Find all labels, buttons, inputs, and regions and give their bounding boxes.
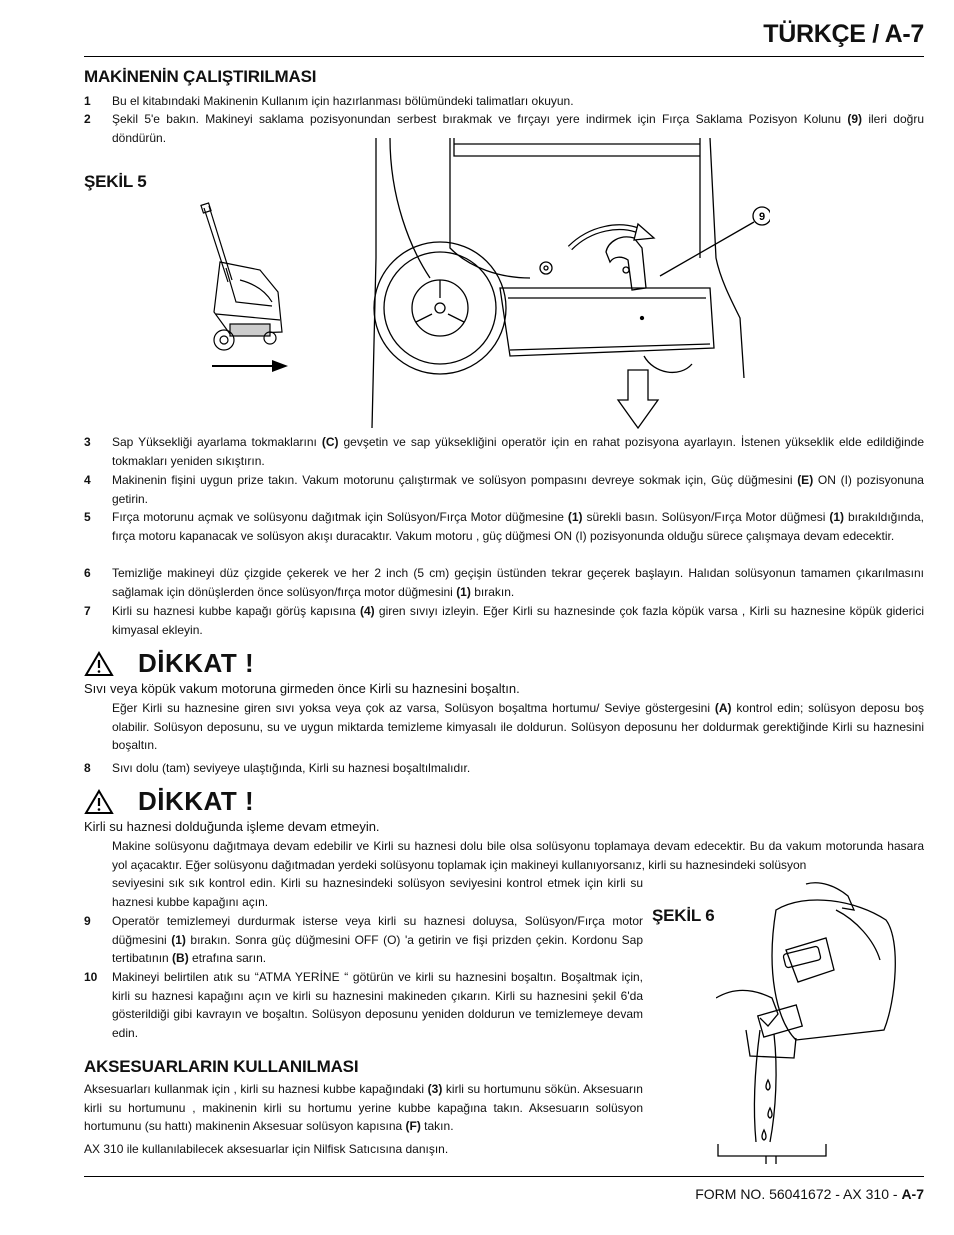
step-text: Operatör temizlemeyi durdurmak isterse veya kirli su haznesi doluysa, Solüsyon/Fırça motor düğmesini (1) bırakın. Sonra güç düğmesini OFF (O) 'a getirin ve fişi prizden çekin. Kordonu Sap tertibatının (B) etrafına sarın. (112, 914, 643, 965)
step-text: Fırça motorunu açmak ve solüsyonu dağıtmak için Solüsyon/Fırça Motor düğmesine (1) sürekli basın. Solüsyon/Fırça Motor düğmesi (1) bırakıldığında, fırça motoru kapanacak ve solüsyon akışı duracaktır. Vakum motoru , güç düğmesi ON (I) pozisyonunda olduğu sürece çalışmaya devam edecektir. (112, 510, 925, 543)
section-title-machine-start: MAKİNENİN ÇALIŞTIRILMASI (84, 67, 317, 86)
step-number: 10 (84, 970, 98, 984)
step-text: Sap Yüksekliği ayarlama tokmaklarını (C) gevşetin ve sap yüksekliğini operatör için en rahat pozisyona ayarlayın. İstenen yükseklik elde edildiğinde tokmakları yeniden sıkıştırın. (112, 435, 924, 468)
warning-triangle-icon (84, 789, 114, 815)
warning-lead: Sıvı veya köpük vakum motoruna girmeden önce Kirli su haznesini boşaltın. (84, 681, 520, 696)
warning-text: Makine solüsyonu dağıtmaya devam edebilir ve Kirli su haznesi dolu bile olsa solüsyonu toplamaya devam edecektir. Bu da vakum motorunda hasara yol açacaktır. Eğer solüsyonu dağıtmadan yerdeki solüsyonu toplamak için makineyi kullanıyorsanız, kirli su haznesindeki solüsyon (112, 839, 924, 872)
warning-title: DİKKAT ! (138, 786, 255, 816)
step-number: 4 (84, 473, 91, 487)
figure5-illustration (370, 138, 770, 430)
figure6-illustration (716, 880, 916, 1170)
step-text: Makinenin fişini uygun prize takın. Vakum motorunu çalıştırmak ve solüsyon pompasını devreye sokmak için, Güç düğmesini (E) ON (I) pozisyonuna getirin. (112, 473, 924, 506)
warning-block-2 (84, 786, 254, 817)
step-number: 1 (84, 94, 91, 108)
step-text: Şekil 5'e bakın. Makineyi saklama pozisyonundan serbest bırakmak ve fırçayı yere indirmek için Fırça Saklama Pozisyon Kolunu (9) ileri doğru döndürün. (112, 112, 924, 145)
figure5-label: ŞEKİL 5 (84, 172, 147, 191)
step-text: Makineyi belirtilen atık su “ATMA YERİNE “ götürün ve kirli su haznesini boşaltın. Boşaltmak için, kirli su haznesi kapağını açın ve kirli su haznesini makineden çıkarın. Kirli su haznesini şekil 6'da gösterildiği gibi kavrayın ve boşaltın. Solüsyon deposunu yeniden doldurun ve temizlemeye devam edin. (112, 970, 643, 1040)
accessories-text: Aksesuarları kullanmak için , kirli su haznesi kubbe kapağındaki (3) kirli su hortumunu sökün. Aksesuarın kirli su hortumunu , makinenin kirli su hortumu yerine kubbe kapağına takın. Aksesuarın solüsyon hortumunu (su hattı) makinenin Aksesuar solüsyon kapısına (F) takın. (84, 1082, 643, 1133)
step-number: 3 (84, 435, 91, 449)
figure5-callout-9: 9 (758, 211, 766, 223)
page-header-title: TÜRKÇE / A-7 (763, 20, 924, 48)
step-number: 5 (84, 510, 91, 524)
warning-text: Eğer Kirli su haznesine giren sıvı yoksa veya çok az varsa, Solüsyon boşaltma hortumu/ Seviye göstergesini (A) kontrol edin; solüsyon deposu boş olabilir. Solüsyon deposunu, su ve uygun miktarda temizleme kimyasalı ile doldurun. Solüsyon deposunu her doldurmak gerektiğinde Kirli su haznesini boşaltın. (112, 701, 924, 752)
warning-text: seviyesini sık sık kontrol edin. Kirli su haznesindeki solüsyon seviyesini kontrol etmek için kirli su haznesi kubbe kapağını açın. (112, 876, 643, 909)
step-text: Kirli su haznesi kubbe kapağı görüş kapısına (4) giren sıvıyı izleyin. Eğer Kirli su haznesinde çok fazla köpük varsa , Kirli su haznesine köpük giderici kimyasal ekleyin. (112, 604, 924, 637)
warning-title: DİKKAT ! (138, 648, 255, 678)
footer-rule (84, 1176, 924, 1177)
section-title-accessories: AKSESUARLARIN KULLANILMASI (84, 1057, 359, 1076)
step-text: Bu el kitabındaki Makinenin Kullanım için hazırlanması bölümündeki talimatları okuyun. (112, 94, 574, 108)
page-footer: FORM NO. 56041672 - AX 310 - A-7 (695, 1186, 924, 1202)
accessories-note: AX 310 ile kullanılabilecek aksesuarlar için Nilfisk Satıcısına danışın. (84, 1142, 449, 1156)
step-text: Sıvı dolu (tam) seviyeye ulaştığında, Kirli su haznesi boşaltılmalıdır. (112, 761, 471, 775)
machine-small-illustration (200, 202, 300, 382)
step-number: 7 (84, 604, 91, 618)
warning-lead: Kirli su haznesi dolduğunda işleme devam etmeyin. (84, 819, 380, 834)
step-number: 9 (84, 914, 91, 928)
step-number: 6 (84, 566, 91, 580)
warning-triangle-icon (84, 651, 114, 677)
step-text: Temizliğe makineyi düz çizgide çekerek ve her 2 inch (5 cm) geçişin üstünden tekrar geçerek başlayın. Halıdan solüsyonun tamamen çıkarılmasını sağlamak için dönüşlerden önce solüsyon/fırça motor düğmesini (1) bırakın. (112, 566, 924, 599)
warning-block-1 (84, 648, 254, 679)
step-number: 2 (84, 112, 91, 126)
step-number: 8 (84, 761, 91, 775)
figure6-label: ŞEKİL 6 (652, 906, 715, 925)
header-rule (84, 56, 924, 57)
